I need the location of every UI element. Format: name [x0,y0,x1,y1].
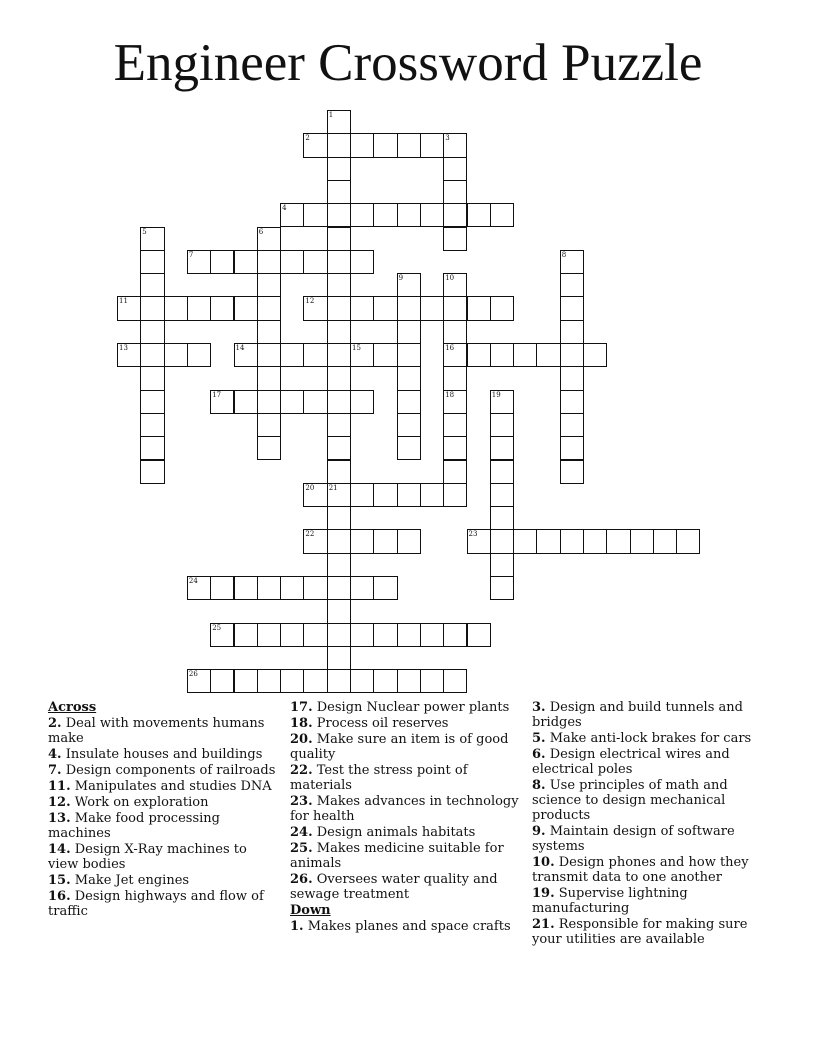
grid-cell[interactable] [140,273,164,297]
across-clue-18 [290,716,522,731]
clue-text: Makes medicine suitable for animals [290,841,504,871]
grid-cell[interactable] [350,483,374,507]
across-clue-22 [290,763,522,793]
grid-cell[interactable] [560,366,584,390]
grid-cell[interactable] [373,669,397,693]
clue-number-label: 16. [48,889,71,904]
across-clue-26 [290,872,522,902]
grid-cell[interactable] [303,250,327,274]
clue-number-label: 14. [48,842,71,857]
clue-number: 22 [305,530,315,539]
grid-cell[interactable] [327,180,351,204]
grid-cell[interactable] [140,413,164,437]
clue-number-label: 2. [48,716,62,731]
grid-cell[interactable] [187,576,211,600]
grid-cell[interactable] [303,669,327,693]
clue-text: Make food processing machines [48,811,220,841]
grid-cell[interactable] [560,250,584,274]
grid-cell[interactable] [140,227,164,251]
clue-number-label: 7. [48,763,62,778]
grid-cell[interactable] [443,273,467,297]
across-clue-15 [48,873,280,888]
down-clue-1 [290,919,522,934]
clue-text: Oversees water quality and sewage treatment [290,872,498,902]
clue-number: 3 [445,134,450,143]
grid-cell[interactable] [373,203,397,227]
grid-cell[interactable] [397,483,421,507]
grid-cell[interactable] [350,390,374,414]
clue-number: 23 [468,530,478,539]
grid-cell[interactable] [327,669,351,693]
grid-cell[interactable] [164,296,188,320]
clue-text: Design phones and how they transmit data to one another [532,855,749,885]
grid-cell[interactable] [536,343,560,367]
grid-cell[interactable] [420,133,444,157]
grid-cell[interactable] [350,529,374,553]
clue-number: 1 [328,111,334,119]
grid-cell[interactable] [210,296,234,320]
grid-cell[interactable] [443,227,467,251]
grid-cell[interactable] [280,669,304,693]
grid-cell[interactable] [327,599,351,623]
grid-cell[interactable] [140,320,164,344]
grid-cell[interactable] [280,390,304,414]
grid-cell[interactable] [303,296,327,320]
grid-cell[interactable] [420,483,444,507]
grid-cell[interactable] [420,623,444,647]
grid-cell[interactable] [234,390,258,414]
clue-number-label: 23. [290,794,313,809]
clue-number: 11 [119,297,128,306]
grid-cell[interactable] [536,529,560,553]
grid-cell[interactable] [490,506,514,530]
across-clue-25 [290,841,522,871]
grid-cell[interactable] [490,483,514,507]
clue-number: 21 [328,483,338,492]
grid-cell[interactable] [257,320,281,344]
grid-cell[interactable] [280,203,304,227]
grid-cell[interactable] [327,553,351,577]
down-clue-6 [532,747,764,777]
clue-number: 13 [119,344,128,352]
grid-cell[interactable] [373,343,397,367]
grid-cell[interactable] [467,623,491,647]
clue-number-label: 11. [48,779,71,794]
grid-cell[interactable] [327,250,351,274]
page-title: Engineer Crossword Puzzle [113,34,703,92]
grid-cell[interactable] [560,296,584,320]
grid-cell[interactable] [257,669,281,693]
across-clue-16 [48,889,280,919]
grid-cell[interactable] [513,343,537,367]
clue-number: 14 [235,344,245,352]
grid-cell[interactable] [420,669,444,693]
clue-text: Manipulates and studies DNA [70,779,272,794]
grid-cell[interactable] [560,460,584,484]
grid-cell[interactable] [280,250,304,274]
grid-cell[interactable] [257,413,281,437]
grid-cell[interactable] [303,203,327,227]
grid-cell[interactable] [397,343,421,367]
grid-cell[interactable] [257,576,281,600]
grid-cell[interactable] [140,366,164,390]
clue-text: Deal with movements humans make [48,716,265,746]
grid-cell[interactable] [140,296,164,320]
grid-cell[interactable] [327,460,351,484]
grid-cell[interactable] [140,343,164,367]
grid-cell[interactable] [327,343,351,367]
clue-text: Makes planes and space crafts [303,919,511,934]
grid-cell[interactable] [443,366,467,390]
grid-cell[interactable] [234,343,258,367]
grid-cell[interactable] [397,390,421,414]
clue-number: 20 [305,483,315,492]
grid-cell[interactable] [327,390,351,414]
grid-cell[interactable] [187,296,211,320]
grid-cell[interactable] [560,320,584,344]
grid-cell[interactable] [653,529,677,553]
clue-number: 6 [258,227,264,236]
clue-number: 2 [305,134,310,143]
grid-cell[interactable] [443,390,467,414]
across-clue-17 [290,700,522,715]
grid-cell[interactable] [280,576,304,600]
grid-cell[interactable] [327,157,351,181]
grid-cell[interactable] [490,553,514,577]
grid-cell[interactable] [140,390,164,414]
clue-text: Make anti-lock brakes for cars [545,731,752,746]
grid-cell[interactable] [327,413,351,437]
grid-cell[interactable] [350,250,374,274]
grid-cell[interactable] [560,529,584,553]
clue-text: Use principles of math and science to design mechanical products [532,778,728,823]
clue-column-1 [48,700,280,920]
down-clue-5 [532,731,764,746]
clue-text: Design animals habitats [312,825,476,840]
clue-number-label: 21. [532,917,555,932]
grid-cell[interactable] [327,576,351,600]
grid-cell[interactable] [373,576,397,600]
clue-number-label: 22. [290,763,313,778]
grid-cell[interactable] [303,576,327,600]
clue-number: 9 [398,274,404,283]
grid-cell[interactable] [490,529,514,553]
grid-cell[interactable] [210,576,234,600]
clue-number: 4 [282,204,287,213]
grid-cell[interactable] [257,343,281,367]
grid-cell[interactable] [420,203,444,227]
grid-cell[interactable] [257,250,281,274]
grid-cell[interactable] [373,296,397,320]
clue-number-label: 20. [290,732,313,747]
grid-cell[interactable] [443,296,467,320]
across-clue-2 [48,716,280,746]
grid-cell[interactable] [467,529,491,553]
grid-cell[interactable] [327,436,351,460]
down-clue-8 [532,778,764,823]
grid-cell[interactable] [140,436,164,460]
grid-cell[interactable] [303,529,327,553]
clue-number-label: 3. [532,700,546,715]
grid-cell[interactable] [327,646,351,670]
grid-cell[interactable] [467,203,491,227]
clue-number-label: 5. [532,731,546,746]
clue-number: 26 [188,670,198,679]
clue-text: Makes advances in technology for health [290,794,519,824]
grid-cell[interactable] [327,296,351,320]
grid-cell[interactable] [327,320,351,344]
clue-number-label: 8. [532,778,546,793]
grid-cell[interactable] [303,133,327,157]
grid-cell[interactable] [327,483,351,507]
clue-text: Design components of railroads [61,763,276,778]
grid-cell[interactable] [257,390,281,414]
grid-cell[interactable] [257,436,281,460]
grid-cell[interactable] [350,623,374,647]
grid-cell[interactable] [420,296,444,320]
clue-text: Design X-Ray machines to view bodies [48,842,247,872]
grid-cell[interactable] [397,366,421,390]
grid-cell[interactable] [350,203,374,227]
clue-number: 7 [188,250,194,259]
grid-cell[interactable] [140,460,164,484]
down-header: Down [290,903,331,918]
down-clue-3 [532,700,764,730]
clue-text: Make Jet engines [70,873,190,888]
across-clue-14 [48,842,280,872]
grid-cell[interactable] [350,296,374,320]
grid-cell[interactable] [397,296,421,320]
grid-cell[interactable] [583,529,607,553]
grid-cell[interactable] [397,529,421,553]
grid-cell[interactable] [187,343,211,367]
down-clue-19 [532,886,764,916]
clue-number-label: 17. [290,700,313,715]
grid-cell[interactable] [397,413,421,437]
clue-number: 19 [491,390,501,399]
grid-cell[interactable] [373,623,397,647]
grid-cell[interactable] [257,227,281,251]
grid-cell[interactable] [397,133,421,157]
clue-number-label: 15. [48,873,71,888]
grid-cell[interactable] [327,203,351,227]
grid-cell[interactable] [467,296,491,320]
clue-number: 18 [445,390,455,399]
grid-cell[interactable] [443,203,467,227]
grid-cell[interactable] [443,157,467,181]
grid-cell[interactable] [327,110,351,134]
grid-cell[interactable] [373,529,397,553]
grid-cell[interactable] [303,343,327,367]
grid-cell[interactable] [350,133,374,157]
grid-cell[interactable] [467,343,491,367]
grid-cell[interactable] [443,623,467,647]
clue-number-label: 24. [290,825,313,840]
grid-cell[interactable] [490,343,514,367]
grid-cell[interactable] [583,343,607,367]
grid-cell[interactable] [303,623,327,647]
grid-cell[interactable] [443,460,467,484]
grid-cell[interactable] [350,576,374,600]
grid-cell[interactable] [327,506,351,530]
grid-cell[interactable] [303,483,327,507]
grid-cell[interactable] [257,623,281,647]
grid-cell[interactable] [443,436,467,460]
grid-cell[interactable] [560,436,584,460]
grid-cell[interactable] [443,343,467,367]
grid-cell[interactable] [630,529,654,553]
clue-number: 12 [305,297,315,306]
grid-cell[interactable] [443,180,467,204]
clue-number-label: 26. [290,872,313,887]
clue-number-label: 9. [532,824,546,839]
grid-cell[interactable] [234,576,258,600]
grid-cell[interactable] [327,366,351,390]
clue-number: 25 [212,623,222,632]
clue-number: 16 [445,344,455,352]
across-clue-24 [290,825,522,840]
clue-number-label: 19. [532,886,555,901]
grid-cell[interactable] [257,273,281,297]
grid-cell[interactable] [606,529,630,553]
clue-text: Process oil reserves [312,716,449,731]
grid-cell[interactable] [490,576,514,600]
grid-cell[interactable] [490,203,514,227]
grid-cell[interactable] [280,343,304,367]
clue-text: Test the stress point of materials [290,763,468,793]
clue-number-label: 6. [532,747,546,762]
clue-column-3 [532,700,764,948]
clue-text: Work on exploration [70,795,209,810]
across-clue-23 [290,794,522,824]
grid-cell[interactable] [560,390,584,414]
down-clue-9 [532,824,764,854]
grid-cell[interactable] [164,343,188,367]
clue-text: Make sure an item is of good quality [290,732,509,762]
clue-text: Supervise lightning manufacturing [532,886,688,916]
clue-number-label: 10. [532,855,555,870]
across-clue-11 [48,779,280,794]
clue-text: Insulate houses and buildings [61,747,263,762]
grid-cell[interactable] [280,623,304,647]
clue-text: Design Nuclear power plants [312,700,510,715]
clue-text: Design and build tunnels and bridges [532,700,743,730]
across-clue-20 [290,732,522,762]
across-clue-12 [48,795,280,810]
grid-cell[interactable] [676,529,700,553]
grid-cell[interactable] [560,413,584,437]
grid-cell[interactable] [490,413,514,437]
down-clue-10 [532,855,764,885]
grid-cell[interactable] [490,390,514,414]
clue-number-label: 12. [48,795,71,810]
grid-cell[interactable] [443,669,467,693]
grid-cell[interactable] [397,273,421,297]
across-header: Across [48,700,97,715]
across-clue-4 [48,747,280,762]
clue-number-label: 25. [290,841,313,856]
clue-text: Design electrical wires and electrical poles [532,747,730,777]
grid-cell[interactable] [117,343,141,367]
grid-cell[interactable] [210,623,234,647]
grid-cell[interactable] [397,669,421,693]
clue-number-label: 13. [48,811,71,826]
grid-cell[interactable] [234,250,258,274]
grid-cell[interactable] [117,296,141,320]
grid-cell[interactable] [234,669,258,693]
clue-column-2 [290,700,522,935]
down-clue-21 [532,917,764,947]
grid-cell[interactable] [397,203,421,227]
across-clue-13 [48,811,280,841]
grid-cell[interactable] [257,296,281,320]
clue-text: Maintain design of software systems [532,824,735,854]
across-clue-7 [48,763,280,778]
grid-cell[interactable] [443,320,467,344]
grid-cell[interactable] [350,669,374,693]
grid-cell[interactable] [373,133,397,157]
clue-number-label: 4. [48,747,62,762]
grid-cell[interactable] [234,623,258,647]
grid-cell[interactable] [373,483,397,507]
grid-cell[interactable] [327,133,351,157]
grid-cell[interactable] [327,227,351,251]
grid-cell[interactable] [210,250,234,274]
grid-cell[interactable] [210,390,234,414]
grid-cell[interactable] [560,273,584,297]
grid-cell[interactable] [327,273,351,297]
grid-cell[interactable] [397,623,421,647]
clue-number-label: 1. [290,919,304,934]
grid-cell[interactable] [327,529,351,553]
grid-cell[interactable] [350,343,374,367]
grid-cell[interactable] [187,250,211,274]
clue-number: 5 [142,227,147,236]
grid-cell[interactable] [397,436,421,460]
clue-text: Responsible for making sure your utilities are available [532,917,748,947]
clue-text: Design highways and flow of traffic [48,889,264,919]
grid-cell[interactable] [443,483,467,507]
grid-cell[interactable] [560,343,584,367]
clue-number: 15 [352,344,361,352]
grid-cell[interactable] [490,436,514,460]
grid-cell[interactable] [513,529,537,553]
clue-number: 10 [445,274,455,283]
grid-cell[interactable] [257,366,281,390]
grid-cell[interactable] [397,320,421,344]
grid-cell[interactable] [140,250,164,274]
grid-cell[interactable] [234,296,258,320]
grid-cell[interactable] [210,669,234,693]
grid-cell[interactable] [490,296,514,320]
grid-cell[interactable] [187,669,211,693]
grid-cell[interactable] [303,390,327,414]
grid-cell[interactable] [443,133,467,157]
grid-cell[interactable] [327,623,351,647]
grid-cell[interactable] [443,413,467,437]
clue-number-label: 18. [290,716,313,731]
grid-cell[interactable] [490,460,514,484]
clue-number: 8 [561,250,567,259]
clue-number: 17 [212,390,222,399]
clue-number: 24 [188,577,198,585]
